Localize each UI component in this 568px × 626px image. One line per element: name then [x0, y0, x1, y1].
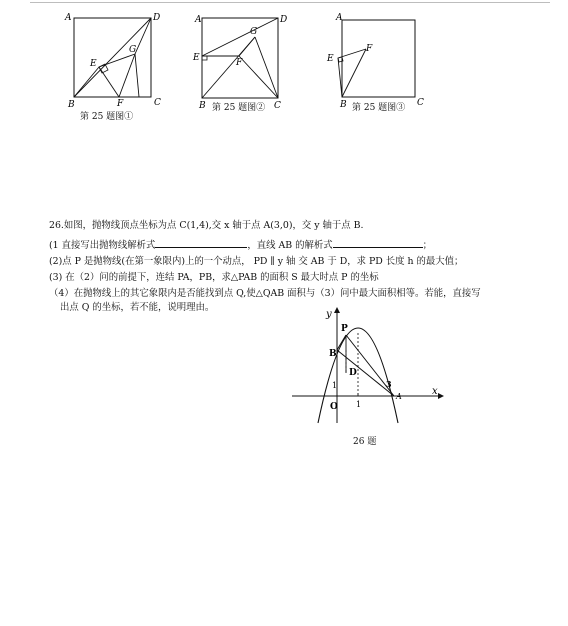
graph-label-x: x — [432, 386, 438, 397]
fig1-label-c: C — [154, 98, 161, 108]
figure-25-3-caption: 第 25 题图③ — [352, 103, 406, 113]
question-26-stem: 26.如图，抛物线顶点坐标为点 C(1,4),交 x 轴于点 A(3,0)，交 y 轴于点 B. — [49, 220, 364, 231]
fig2-label-b: B — [199, 101, 206, 110]
answer-blank-line-ab — [333, 238, 423, 248]
parabola-graph — [290, 305, 450, 430]
fig3-label-b: B — [340, 100, 347, 110]
top-rule — [30, 2, 550, 3]
fig1-label-g: G — [129, 45, 137, 55]
graph-label-three: 3 — [386, 379, 392, 389]
fig2-label-d: D — [280, 15, 288, 25]
question-26-part-4-line-2: 出点 Q 的坐标，若不能，说明理由。 — [60, 302, 215, 313]
fig2-label-e: E — [193, 53, 200, 63]
answer-blank-parabola — [155, 238, 247, 248]
figure-25-1 — [60, 10, 170, 110]
fig1-label-b: B — [68, 100, 75, 110]
fig3-label-a: A — [336, 13, 343, 23]
fig3-label-c: C — [417, 98, 424, 108]
fig2-label-g: G — [250, 27, 258, 37]
graph-label-o: O — [330, 402, 338, 412]
fig3-label-e: E — [327, 54, 334, 64]
question-26-part-2: (2)点 P 是抛物线(在第一象限内)上的一个动点， PD ∥ y 轴 交 AB 于 D，求 PD 长度 h 的最大值； — [49, 256, 464, 267]
graph-caption: 26 题 — [353, 437, 377, 447]
figure-25-2 — [192, 10, 292, 110]
graph-label-b: B — [329, 349, 337, 359]
fig1-label-e: E — [90, 59, 97, 69]
part-1-mid: ，直线 AB 的解析式 — [247, 240, 333, 251]
question-26-part-3: (3) 在（2）问的前提下，连结 PA，PB，求△PAB 的面积 S 最大时点 P 的坐标 — [49, 272, 379, 283]
question-26-part-1 — [49, 238, 432, 252]
fig1-label-a: A — [65, 13, 72, 23]
fig2-label-c: C — [274, 101, 281, 110]
graph-label-one-x: 1 — [356, 400, 362, 409]
question-26-part-4-line-1: （4）在抛物线上的其它象限内是否能找到点 Q,使△QAB 面积与（3）问中最大面积相等。若能，直接写 — [49, 288, 481, 299]
graph-label-p: P — [341, 324, 348, 334]
fig3-label-f: F — [366, 44, 373, 54]
figure-25-3 — [326, 10, 426, 110]
graph-label-d: D — [349, 368, 357, 378]
figure-25-2-caption: 第 25 题图② — [212, 103, 266, 113]
fig1-label-f: F — [117, 99, 124, 109]
figure-25-1-caption: 第 25 题图① — [80, 112, 134, 122]
fig2-label-a: A — [195, 15, 202, 25]
part-1-end: ； — [422, 240, 432, 251]
graph-label-y: y — [326, 309, 332, 320]
fig1-label-d: D — [153, 13, 161, 23]
graph-label-one-y: 1 — [332, 381, 338, 390]
part-1-lead: (1 直接写出抛物线解析式 — [49, 240, 156, 251]
fig2-label-f: F — [236, 58, 243, 68]
graph-label-a: A — [396, 392, 402, 401]
